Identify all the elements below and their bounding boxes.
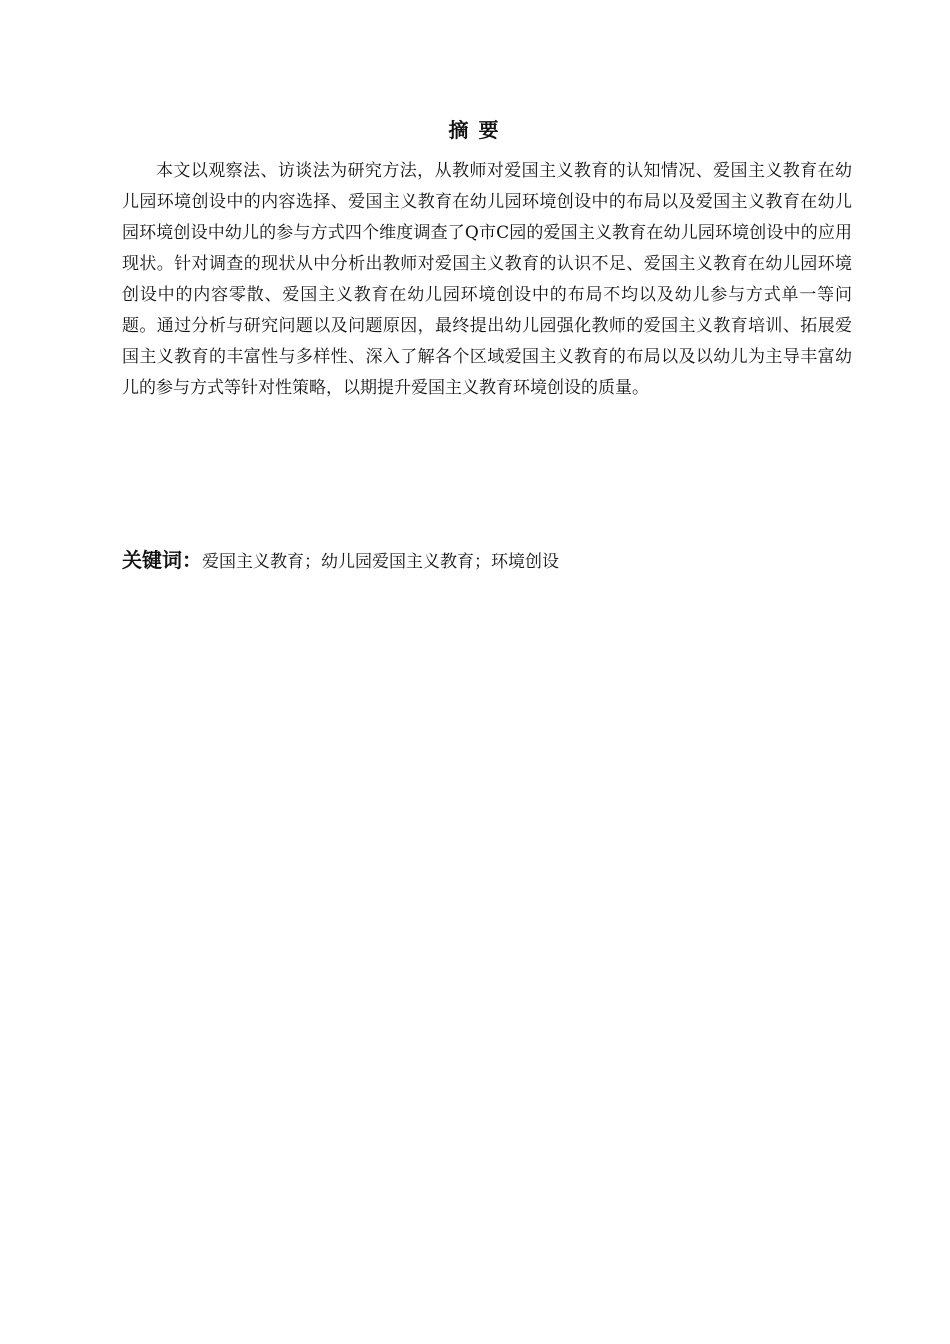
keywords-line [122,543,862,579]
abstract-title: 摘要 [448,118,509,142]
keywords-label: 关键词： [122,548,202,572]
abstract-body: 本文以观察法、访谈法为研究方法，从教师对爱国主义教育的认知情况、爱国主义教育在幼儿园环境创设中的内容选择、爱国主义教育在幼儿园环境创设中的布局以及爱国主义教育在幼儿园环境创设中幼儿的参与方式四个维度调查了Q市C园的爱国主义教育在幼儿园环境创设中的应用现状。针对调查的现状从中分析出教师对爱国主义教育的认识不足、爱国主义教育在幼儿园环境创设中的内容零散、爱国主义教育在幼儿园环境创设中的布局不均以及幼儿参与方式单一等问题。通过分析与研究问题以及问题原因，最终提出幼儿园强化教师的爱国主义教育培训、拓展爱国主义教育的丰富性与多样性、深入了解各个区域爱国主义教育的布局以及以幼儿为主导丰富幼儿的参与方式等针对性策略，以期提升爱国主义教育环境创设的质量。 [122,161,852,398]
keywords-text: 爱国主义教育；幼儿园爱国主义教育；环境创设 [202,552,559,572]
